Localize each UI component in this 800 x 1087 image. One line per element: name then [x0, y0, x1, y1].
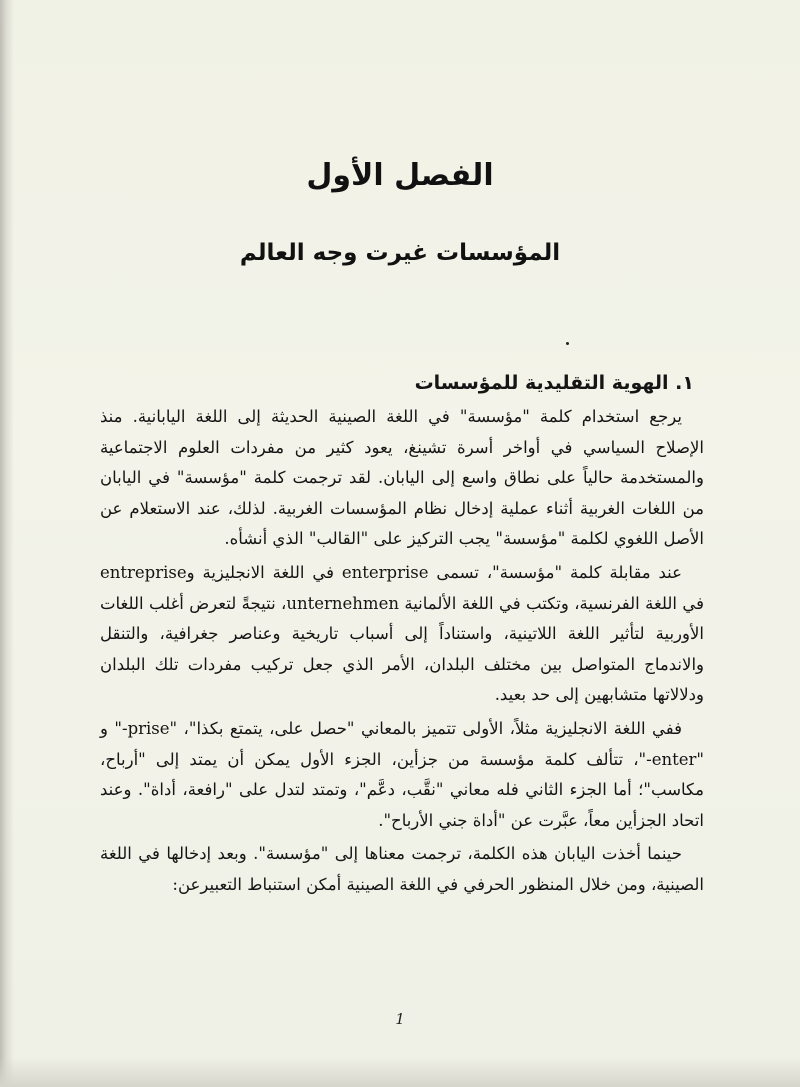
- paragraph: عند مقابلة كلمة "مؤسسة"، تسمى enterprise في اللغة الانجليزية وentreprise في اللغة الفرنسية، وتكتب في اللغة الألمانية unternehmen، نتيجةً لتعرض أغلب اللغات الأوربية لتأثير اللغة اللاتينية، واستناداً إلى أسباب تاريخية وعناصر جغرافية، والتنقل والاندماج المتواصل بين مختلف البلدان، الأمر الذي جعل تركيب مفردات تلك البلدان ودلالاتها متشابهين إلى حد بعيد.: [100, 562, 705, 705]
- chapter-subtitle: المؤسسات غيرت وجه العالم: [239, 240, 561, 266]
- body-text: [100, 366, 704, 904]
- page-bottom-shadow: [0, 1057, 800, 1087]
- paragraph: حينما أخذت اليابان هذه الكلمة، ترجمت معناها إلى "مؤسسة". وبعد إدخالها في اللغة الصينية، ومن خلال المنظور الحرفي في اللغة الصينية أمكن استنباط التعبيرعن:: [100, 844, 704, 894]
- paragraph: يرجع استخدام كلمة "مؤسسة" في اللغة الصينية الحديثة إلى اللغة اليابانية. منذ الإصلاح السياسي في أواخر أسرة تشينغ، يعود كثير من مفردات العلوم الاجتماعية والمستخدمة حالياً على نطاق واسع إلى اليابان. لقد ترجمت كلمة "مؤسسة" في اليابان من اللغات الغربية أثناء عملية إدخال نظام المؤسسات الغربية. لذلك، عند الاستعلام عن الأصل اللغوي لكلمة "مؤسسة" يجب التركيز على "القالب" الذي أنشأه.: [100, 407, 704, 549]
- page-number: 1: [395, 1010, 405, 1028]
- ink-dot: [566, 342, 569, 345]
- paragraph: ففي اللغة الانجليزية مثلاً، الأولى تتميز بالمعاني "حصل على، يتمتع بكذا"، "prise-" و "enter-"، تتألف كلمة مؤسسة من جزأين، الجزء الأول يمكن أن يمتد إلى "أرباح، مكاسب"؛ أما الجزء الثاني فله معاني "نقَّب، دعَّم"، وتمتد لتدل على "رافعة، أداة". وعند اتحاد الجزأين معاً، عبَّرت عن "أداة جني الأرباح".: [100, 718, 704, 830]
- chapter-title: الفصل الأول: [306, 158, 494, 193]
- section-heading: ١. الهوية التقليدية للمؤسسات: [414, 372, 694, 394]
